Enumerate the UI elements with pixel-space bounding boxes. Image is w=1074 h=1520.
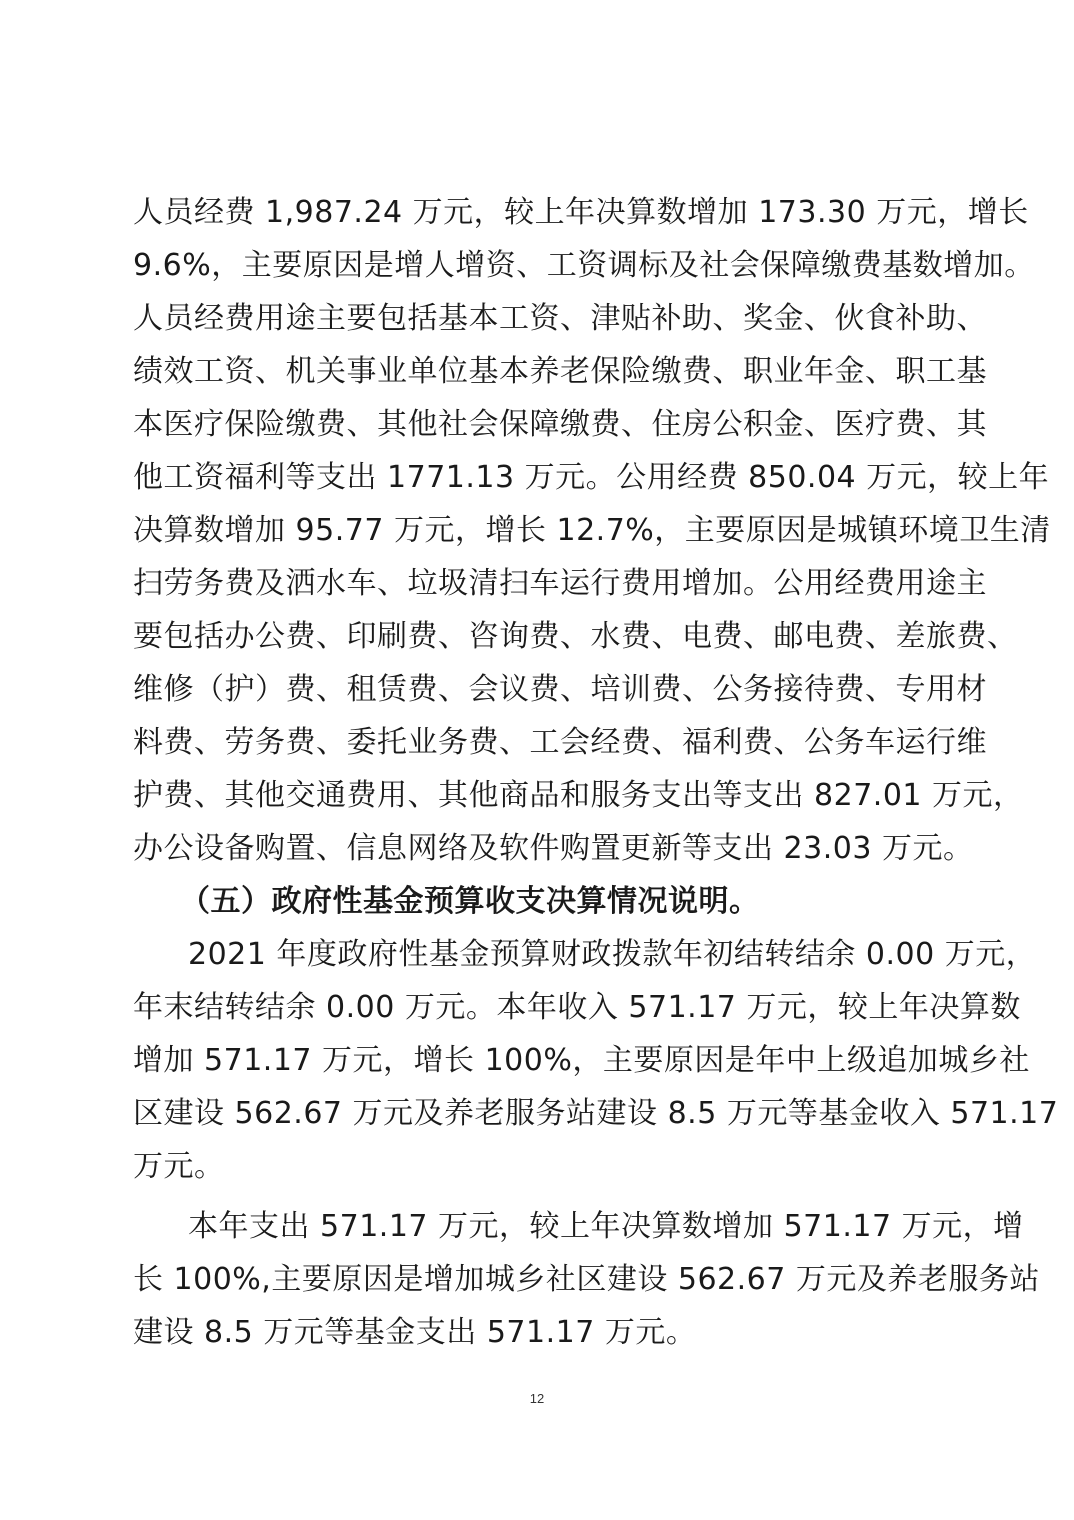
body-line-12: 护费、其他交通费用、其他商品和服务支出等支出 827.01 万元， <box>133 778 1024 813</box>
body-line-1: 人员经费 1,987.24 万元，较上年决算数增加 173.30 万元，增长 <box>133 195 1029 230</box>
body-line-20: 本年支出 571.17 万元，较上年决算数增加 571.17 万元，增 <box>188 1209 1024 1244</box>
section-heading: （五）政府性基金预算收支决算情况说明。 <box>180 884 760 919</box>
body-line-18: 区建设 562.67 万元及养老服务站建设 8.5 万元等基金收入 571.17 <box>133 1096 1059 1131</box>
body-line-7: 决算数增加 95.77 万元，增长 12.7%，主要原因是城镇环境卫生清 <box>133 513 1051 548</box>
body-line-9: 要包括办公费、印刷费、咨询费、水费、电费、邮电费、差旅费、 <box>133 619 1018 654</box>
body-line-5: 本医疗保险缴费、其他社会保障缴费、住房公积金、医疗费、其 <box>133 407 987 442</box>
body-line-3: 人员经费用途主要包括基本工资、津贴补助、奖金、伙食补助、 <box>133 301 987 336</box>
body-line-8: 扫劳务费及洒水车、垃圾清扫车运行费用增加。公用经费用途主 <box>133 566 987 601</box>
body-line-22: 建设 8.5 万元等基金支出 571.17 万元。 <box>133 1315 697 1350</box>
body-line-2: 9.6%，主要原因是增人增资、工资调标及社会保障缴费基数增加。 <box>133 248 1035 283</box>
body-line-16: 年末结转结余 0.00 万元。本年收入 571.17 万元，较上年决算数 <box>133 990 1021 1025</box>
body-line-13: 办公设备购置、信息网络及软件购置更新等支出 23.03 万元。 <box>133 831 974 866</box>
body-line-17: 增加 571.17 万元，增长 100%，主要原因是年中上级追加城乡社 <box>133 1043 1030 1078</box>
body-line-11: 料费、劳务费、委托业务费、工会经费、福利费、公务车运行维 <box>133 725 987 760</box>
page-number: 12 <box>529 1391 545 1406</box>
body-line-21: 长 100%,主要原因是增加城乡社区建设 562.67 万元及养老服务站 <box>133 1262 1040 1297</box>
body-line-4: 绩效工资、机关事业单位基本养老保险缴费、职业年金、职工基 <box>133 354 987 389</box>
body-line-19: 万元。 <box>133 1149 225 1184</box>
body-line-10: 维修（护）费、租赁费、会议费、培训费、公务接待费、专用材 <box>133 672 987 707</box>
body-line-15: 2021 年度政府性基金预算财政拨款年初结转结余 0.00 万元， <box>188 937 1037 972</box>
body-line-6: 他工资福利等支出 1771.13 万元。公用经费 850.04 万元，较上年 <box>133 460 1050 495</box>
